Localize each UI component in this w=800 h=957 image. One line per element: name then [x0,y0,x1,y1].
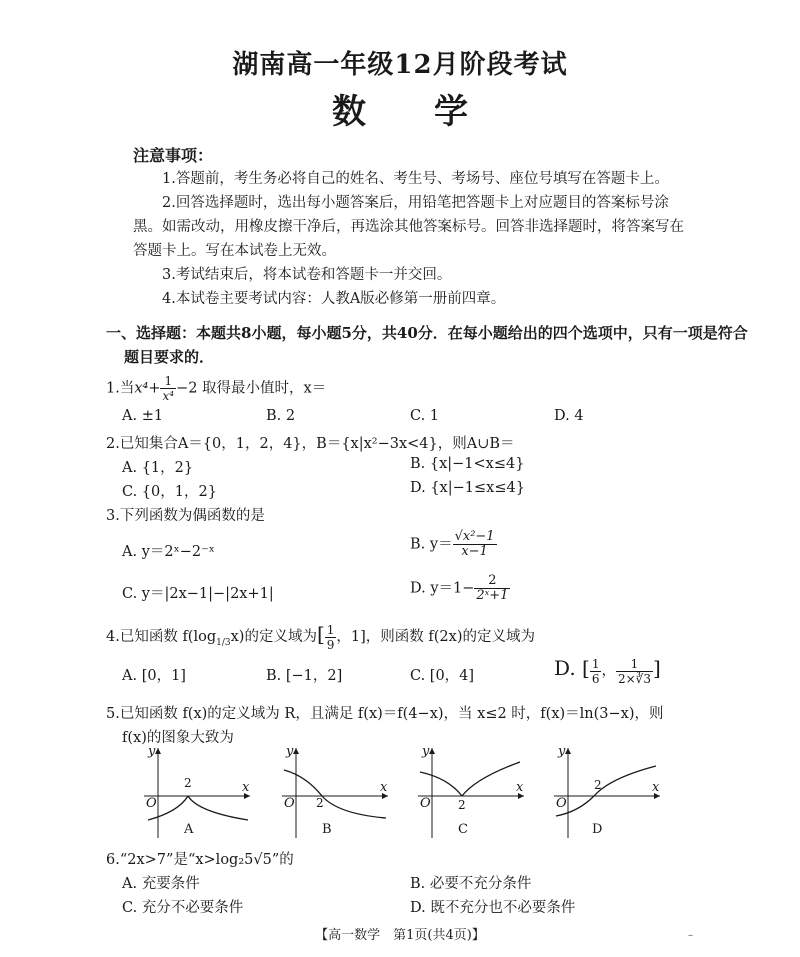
notice-line-1: 1.答题前，考生务必将自己的姓名、考生号、考场号、座位号填写在答题卡上。 [162,171,669,187]
graph-c [412,742,532,842]
graph-b-svg [276,742,396,842]
graph-b [276,742,396,842]
graph-a-origin: O [146,796,157,811]
question-4-stem: 4.已知函数 $f(\log_{1/3}x)$的定义域为[ $\frac{1}{9}$ ，1]，则函数 f(2x)的定义域为 [106,622,535,652]
graph-d-origin: O [556,796,567,811]
question-2-option-d: D. {x|−1≤x≤4} [410,480,525,496]
question-4-option-c: C. [0，4] [410,668,475,684]
question-4-option-d: D. [ $\frac{1}{6}$ ， $\frac{1}{2\times∛3}$ ] [554,656,661,686]
question-3-option-a: A. y＝2ˣ−2⁻ˣ [122,544,215,560]
notice-line-3: 黑。如需改动，用橡皮擦干净后，再选涂其他答案标号。回答非选择题时，将答案写在 [133,219,684,235]
graph-a-y-arrow [155,748,161,754]
question-6-stem: 6.“2x>7”是“x>log₂5√5”的 [106,852,294,868]
graph-d-tick: 2 [594,778,602,792]
graph-b-letter: B [322,822,332,837]
graph-c-letter: C [458,822,468,837]
graph-b-origin: O [284,796,295,811]
graph-d-y-label: y [558,744,566,759]
question-6-option-a: A. 充要条件 [122,876,200,892]
question-1-option-c: C. 1 [410,408,440,424]
graph-d-svg [548,742,668,842]
page-footer: 【高一数学 第1页(共4页)】 [315,928,485,943]
question-6-option-b: B. 必要不充分条件 [410,876,532,892]
graph-c-svg [412,742,532,842]
section-heading-line-1: 一、选择题：本题共8小题，每小题5分，共40分．在每小题给出的四个选项中，只有一项是符合 [106,324,748,342]
corner-mark: – [688,930,693,941]
subject-title: 数 学 [332,92,468,132]
question-3-stem: 3.下列函数为偶函数的是 [106,508,265,524]
question-3-option-c: C. y＝|2x−1|−|2x+1| [122,586,274,602]
graph-c-y-arrow [429,748,435,754]
graph-a-letter: A [184,822,194,837]
graph-c-y-label: y [422,744,430,759]
question-5-line-2: f(x)的图象大致为 [122,730,234,746]
graph-a [138,742,258,842]
graph-c-curve [420,762,520,796]
graph-c-x-label: x [516,780,524,795]
graph-a-x-label: x [242,780,250,795]
graph-a-curve [148,796,248,820]
graph-d-x-label: x [652,780,660,795]
notice-line-2: 2.回答选择题时，选出每小题答案后，用铅笔把答题卡上对应题目的答案标号涂 [162,195,669,211]
graph-b-curve [284,770,386,818]
graph-b-tick: 2 [316,796,324,810]
notice-line-4: 答题卡上。写在本试卷上无效。 [133,243,336,259]
graph-d-curve [556,766,656,816]
question-2-option-b: B. {x|−1<x≤4} [410,456,525,472]
graph-c-origin: O [420,796,431,811]
notice-heading: 注意事项： [133,146,214,165]
notice-line-5: 3.考试结束后，将本试卷和答题卡一并交回。 [162,267,452,283]
graph-d [548,742,668,842]
question-2-option-a: A. {1，2} [122,460,194,476]
question-6-option-c: C. 充分不必要条件 [122,900,244,916]
graph-b-y-label: y [286,744,294,759]
question-1-option-b: B. 2 [266,408,296,424]
question-4-option-b: B. [−1，2] [266,668,343,684]
question-1-option-a: A. ±1 [122,408,164,424]
question-4-option-a: A. [0，1] [122,668,186,684]
question-2-option-c: C. {0，1，2} [122,484,217,500]
question-3-option-d: D. y＝1− $\frac{2}{\text{2ˣ+1}}$ [410,573,509,603]
question-6-option-d: D. 既不充分也不必要条件 [410,900,576,916]
graph-b-x-label: x [380,780,388,795]
notice-line-6: 4.本试卷主要考试内容：人教A版必修第一册前四章。 [162,291,506,307]
graph-a-svg [138,742,258,842]
question-1-stem: 1.当x⁴+ $\frac{1}{\text{x⁴}}$ −2 取得最小值时，x＝ [106,374,327,403]
graph-b-y-arrow [293,748,299,754]
graph-d-y-arrow [565,748,571,754]
question-1-option-d: D. 4 [554,408,584,424]
question-5-line-1: 5.已知函数 f(x)的定义域为 R，且满足 f(x)＝f(4−x)，当 x≤2 时，f(x)＝ln(3−x)，则 [106,706,664,722]
graph-a-tick: 2 [184,776,192,790]
graph-a-y-label: y [148,744,156,759]
section-heading-line-2: 题目要求的． [124,348,215,366]
question-3-option-b: B. y＝ $\frac{\text{√x²−1}}{x-1}$ [410,529,495,559]
graph-c-tick: 2 [458,798,466,812]
exam-title: 湖南高一年级12月阶段考试 [232,50,568,80]
graph-d-letter: D [592,822,603,837]
question-2-stem: 2.已知集合A＝{0，1，2，4}，B＝{x|x²−3x<4}，则A∪B＝ [106,436,515,452]
